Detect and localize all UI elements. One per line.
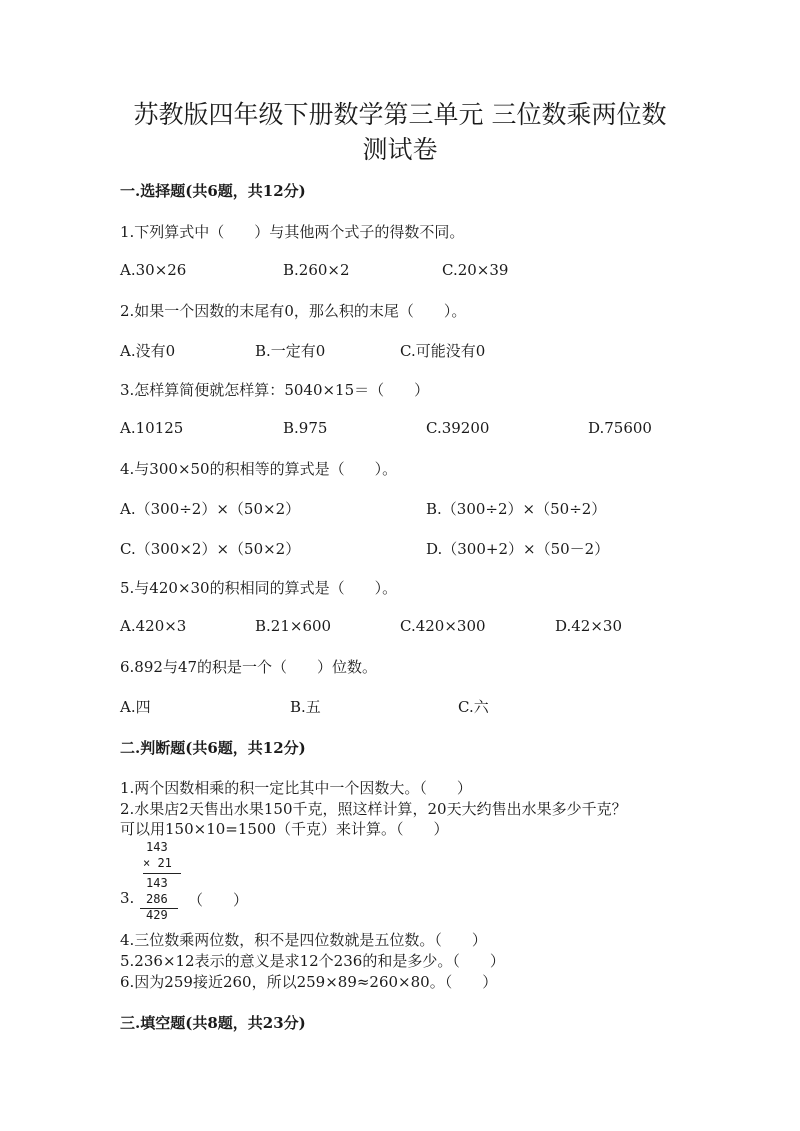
judge-item: 可以用150×10=1500（千克）来计算。（ ） xyxy=(120,820,449,838)
option-a: A.420×3 xyxy=(120,617,187,635)
option-b: B.260×2 xyxy=(283,261,350,279)
option-b: B.21×600 xyxy=(255,617,332,635)
judge-item: 6.因为259接近260，所以259×89≈260×80。（ ） xyxy=(120,973,498,991)
question-text: 6.892与47的积是一个（ ）位数。 xyxy=(120,658,378,676)
calc-rule xyxy=(143,873,181,874)
option-c: C.（300×2）×（50×2） xyxy=(120,540,301,558)
question-text: 3.怎样算简便就怎样算：5040×15＝（ ） xyxy=(120,381,430,399)
page-title-line2: 测试卷 xyxy=(362,135,438,164)
calc-line: 286 xyxy=(146,892,168,906)
question-text: 1.下列算式中（ ）与其他两个式子的得数不同。 xyxy=(120,223,465,241)
section-heading-judge: 二.判断题(共6题，共12分) xyxy=(120,739,306,757)
calc-line: 143 xyxy=(146,840,168,854)
judge-answer-blank: （ ） xyxy=(188,891,249,909)
question-text: 5.与420×30的积相同的算式是（ ）。 xyxy=(120,579,398,597)
option-b: B.（300÷2）×（50÷2） xyxy=(426,500,607,518)
option-c: C.六 xyxy=(458,698,489,716)
calc-line: 143 xyxy=(146,876,168,890)
option-c: C.可能没有0 xyxy=(400,342,486,360)
option-b: B.975 xyxy=(283,419,328,437)
option-a: A.四 xyxy=(120,698,151,716)
question-text: 4.与300×50的积相等的算式是（ ）。 xyxy=(120,460,398,478)
option-a: A.10125 xyxy=(120,419,184,437)
page-title: 苏教版四年级下册数学第三单元 三位数乘两位数 xyxy=(133,100,667,129)
option-c: C.20×39 xyxy=(442,261,509,279)
judge-item: 5.236×12表示的意义是求12个236的和是多少。（ ） xyxy=(120,952,505,970)
option-d: D.42×30 xyxy=(555,617,623,635)
question-text: 2.如果一个因数的末尾有0，那么积的末尾（ ）。 xyxy=(120,302,467,320)
calc-line: × 21 xyxy=(143,856,172,870)
option-a: A.没有0 xyxy=(120,342,176,360)
section-heading-choice: 一.选择题(共6题，共12分) xyxy=(120,182,306,200)
option-c: C.39200 xyxy=(426,419,490,437)
option-b: B.五 xyxy=(290,698,321,716)
option-d: D.75600 xyxy=(588,419,652,437)
judge-item: 1.两个因数相乘的积一定比其中一个因数大。（ ） xyxy=(120,779,472,797)
option-c: C.420×300 xyxy=(400,617,486,635)
section-heading-fill: 三.填空题(共8题，共23分) xyxy=(120,1014,306,1032)
judge-item: 4.三位数乘两位数，积不是四位数就是五位数。（ ） xyxy=(120,931,487,949)
calc-line: 429 xyxy=(146,908,168,922)
option-b: B.一定有0 xyxy=(255,342,326,360)
judge-item-number: 3. xyxy=(120,889,135,907)
option-a: A.30×26 xyxy=(120,261,187,279)
option-d: D.（300+2）×（50－2） xyxy=(426,540,610,558)
judge-item: 2.水果店2天售出水果150千克，照这样计算，20天大约售出水果多少千克？ xyxy=(120,800,627,818)
option-a: A.（300÷2）×（50×2） xyxy=(120,500,301,518)
